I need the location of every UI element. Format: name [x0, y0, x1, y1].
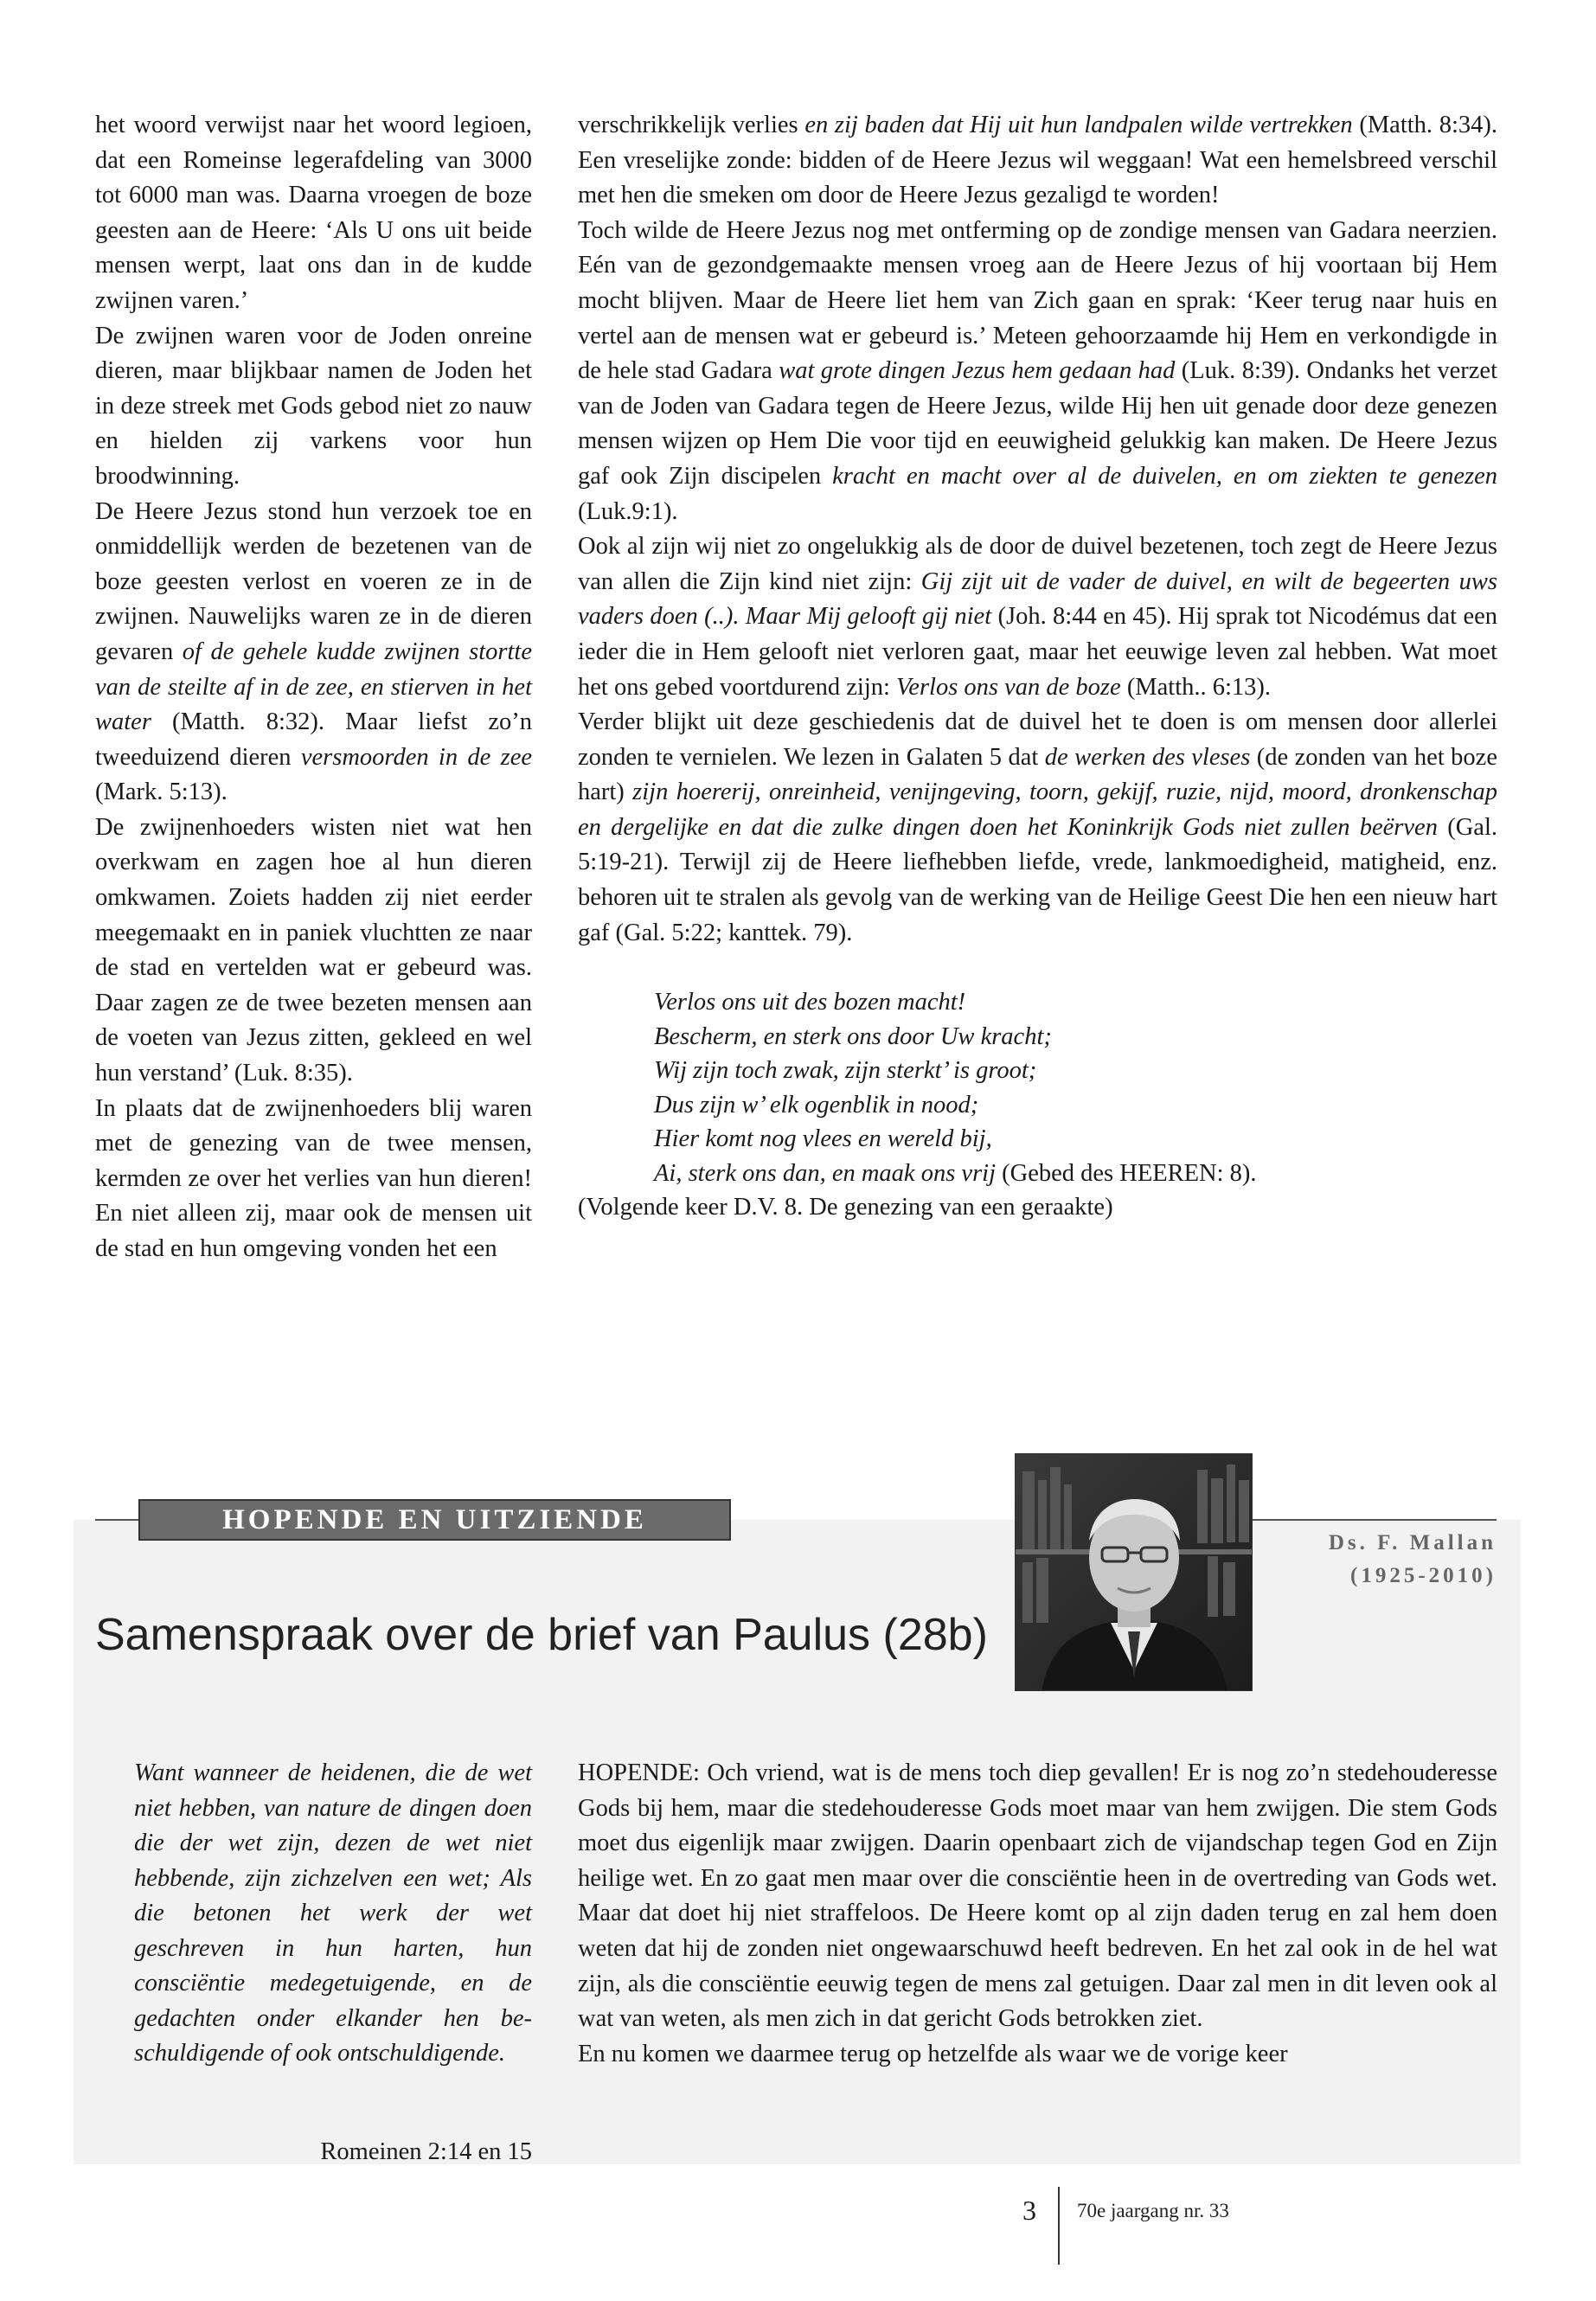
author-photo [1015, 1453, 1253, 1691]
paragraph: De Heere Jezus stond hun verzoek toe en onmiddellijk werden de bezetenen van de boze geesten verlost en voeren ze in de zwijnen. Nauwelijks waren ze in de dieren gevaren of de gehele kudde zwijnen stortte van de steilte af in de zee, en stierven in het water (Matth. 8:32). Maar liefst zo’n tweeduizend dieren versmoorden in de zee (Mark. 5:13). [95, 497, 532, 806]
paragraph: het woord verwijst naar het woord legioen, dat een Romeinse legerafdeling van 3000 tot 6000 man was. Daarna vroegen de boze geesten aan de Heere: ‘Als U ons uit beide mensen werpt, laat ons dan in de kudde zwijnen varen.’ [95, 112, 532, 314]
left-column [95, 108, 532, 1267]
paragraph: Ook al zijn wij niet zo ongelukkig als de door de duivel bezetenen, toch zegt de Heere Jezus van allen die Zijn kind niet zijn: Gij zijt uit de vader de duivel, en wilt de begeerten uws vaders doen (..). Maar Mij gelooft gij niet (Joh. 8:44 en 45). Hij sprak tot Nicodémus dat een ieder die in Hem gelooft niet verloren gaat, maar het eeuwige leven zal hebben. Wat moet het ons gebed voortdurend zijn: Verlos ons van de boze (Matth.. 6:13). [578, 533, 1497, 701]
footer-divider [1058, 2187, 1060, 2265]
paragraph: verschrikkelijk verlies en zij baden dat Hij uit hun landpalen wilde vertrekken (Matth. 8:34). Een vreselijke zonde: bidden of de Heere Jezus wil weggaan! Wat een hemelsbreed verschil met hen die smeken om door de Heere Jezus gezaligd te worden! [578, 112, 1498, 209]
paragraph: De zwijnenhoeders wisten niet wat hen overkwam en zagen hoe al hun dieren omkwamen. Zoiets hadden zij niet eerder meegemaakt en in paniek vluchtten ze naar de stad en vertelden wat er gebeurd was. Daar zagen ze de twee bezeten mensen aan de voeten van Jezus zitten, gekleed en wel hun verstand’ (Luk. 8:35). [95, 813, 532, 1087]
author-byline [1272, 1527, 1497, 1593]
section-banner: HOPENDE EN UITZIENDE [138, 1499, 731, 1541]
next-episode-note: (Volgende keer D.V. 8. De genezing van een geraakte) [578, 1194, 1113, 1221]
poem-verse: Verlos ons uit des bozen macht! Bescherm, en sterk ons door Uw kracht; Wij zijn toch zwak, zijn sterkt’ is groot; Dus zijn w’ elk ogenblik in nood; Hier komt nog vlees en wereld bij, Ai, sterk ons dan, en maak ons vrij (Gebed des HEEREN: 8). [654, 989, 1257, 1187]
author-name: Ds. F. Mallan [1328, 1531, 1497, 1554]
author-years: (1925-2010) [1350, 1564, 1497, 1587]
right-column [578, 108, 1497, 1226]
scripture-quote: Want wanneer de heidenen, die de wet niet hebben, van nature de dingen doen die der wet zijn, dezen de wet niet hebbende, zijn zichzelven een wet; Als die betonen het werk der wet geschreven in hun harten, hun consciëntie medegetuigende, en de gedachten onder elkander hen beschuldigende of ook ontschuldigende. [134, 1759, 532, 2067]
paragraph: De zwijnen waren voor de Joden onreine dieren, maar blijkbaar namen de Joden het in deze streek met Gods gebod niet zo nauw en hielden zij varkens voor hun broodwinning. [95, 322, 532, 490]
divider [95, 1519, 138, 1521]
paragraph: HOPENDE: Och vriend, wat is de mens toch diep gevallen! Er is nog zo’n stedehouderesse Gods bij hem, maar die stedehouderesse Gods moet maar van hem zwijgen. Die stem Gods moet dus eigenlijk maar zwijgen. Daarin openbaart zich de vijandschap tegen God en Zijn heilige wet. En zo gaat men maar over die consciëntie heen in de overtreding van Gods wet. Maar dat doet hij niet straffeloos. De Heere komt op al zijn daden terug en zal hem doen weten dat hij de zonden niet ongewaarschuwd heeft bedreven. En het zal ook in de hel wat zijn, als die consciëntie eeuwig tegen de mens zal getuigen. Daar zal men in dit leven ook al wat van weten, als men zich in dat gericht Gods betrokken ziet. [578, 1759, 1497, 2033]
paragraph: In plaats dat de zwijnenhoeders blij waren met de genezing van de twee mensen, kermden ze over het verlies van hun dieren! En niet alleen zij, maar ook de mensen uit de stad en hun omgeving vonden het een [95, 1094, 532, 1262]
scripture-reference: Romeinen 2:14 en 15 [320, 2138, 532, 2165]
paragraph: Toch wilde de Heere Jezus nog met ontferming op de zondige mensen van Gadara neerzien. Eén van de gezondgemaakte mensen vroeg aan de Heere Jezus of hij voortaan bij Hem mocht blijven. Maar de Heere liet hem van Zich gaan en sprak: ‘Keer terug naar huis en vertel aan de mensen wat er gebeurd is.’ Meteen gehoorzaamde hij Hem en verkondigde in de hele stad Gadara wat grote dingen Jezus hem gedaan had (Luk. 8:39). Ondanks het verzet van de Joden van Gadara tegen de Heere Jezus, wilde Hij hen uit genade door deze genezen mensen wijzen op Hem Die voor tijd en eeuwigheid gelukkig kan maken. De Heere Jezus gaf ook Zijn discipelen kracht en macht over al de duivelen, en om ziekten te genezen (Luk.9:1). [578, 216, 1497, 525]
paragraph: Verder blijkt uit deze geschiedenis dat de duivel het te doen is om mensen door allerlei zonden te vernielen. We lezen in Galaten 5 dat de werken des vleses (de zonden van het boze hart) zijn hoererij, onreinheid, venijngeving, toorn, gekijf, ruzie, nijd, moord, dronkenschap en dergelijke en dat die zulke dingen doen het Koninkrijk Gods niet zullen beërven (Gal. 5:19-21). Terwijl zij de Heere liefhebben liefde, vrede, lankmoedigheid, matigheid, enz. behoren uit te stralen als gevolg van de werking van de Heilige Geest Die hen een nieuw hart gaf (Gal. 5:22; kanttek. 79). [578, 708, 1497, 946]
author-portrait-icon [1016, 1454, 1253, 1691]
issue-label: 70e jaargang nr. 33 [1077, 2200, 1229, 2221]
paragraph: En nu komen we daarmee terug op hetzelfde als waar we de vorige keer [578, 2040, 1288, 2067]
page-number: 3 [1022, 2195, 1036, 2226]
divider [1250, 1519, 1497, 1521]
article-headline: Samenspraak over de brief van Paulus (28b) [95, 1610, 988, 1660]
dialogue-column [578, 1756, 1497, 2072]
